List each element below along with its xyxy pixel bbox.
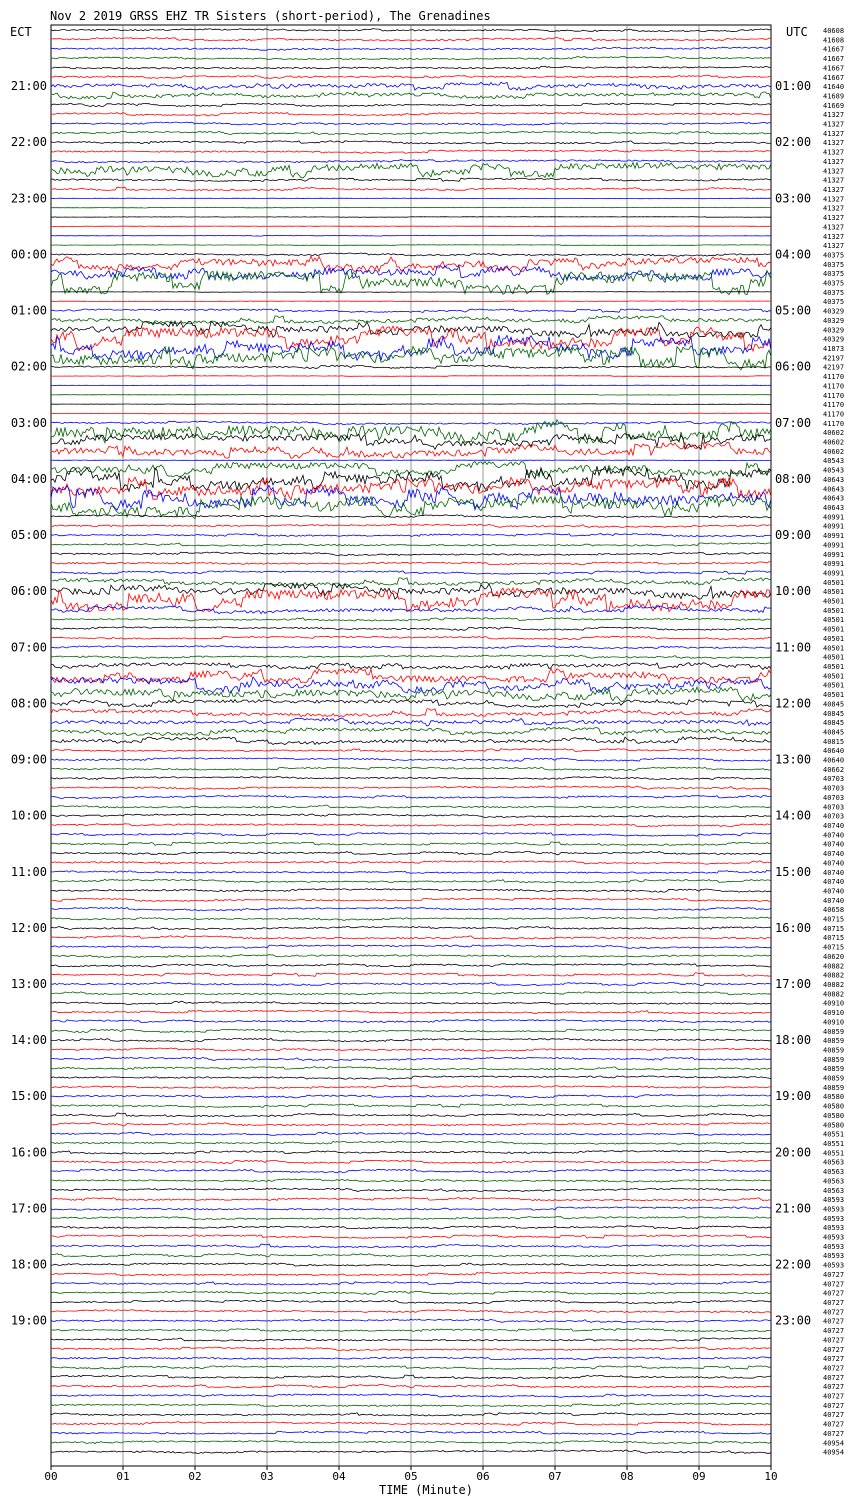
trace-scale-label: 41327 (823, 186, 845, 194)
trace-scale-label: 41327 (823, 111, 845, 120)
seismic-trace (51, 460, 771, 461)
trace-scale-label: 40727 (823, 1345, 845, 1354)
seismic-trace (51, 245, 771, 246)
trace-scale-label: 40991 (823, 513, 845, 522)
trace-scale-label: 40593 (823, 1252, 845, 1261)
ect-hour-label: 19:00 (10, 1313, 47, 1328)
trace-scale-label: 40727 (823, 1336, 845, 1345)
trace-scale-label: 40593 (823, 1261, 845, 1270)
utc-hour-label: 11:00 (775, 640, 812, 655)
ect-hour-label: 15:00 (10, 1089, 47, 1104)
x-tick-label: 10 (764, 1470, 778, 1483)
ect-hour-label: 09:00 (10, 752, 47, 767)
trace-scale-label: 40329 (823, 307, 845, 316)
trace-scale-label: 40715 (823, 924, 845, 933)
trace-scale-label: 40563 (823, 1168, 845, 1177)
trace-scale-label: 40501 (823, 625, 845, 634)
trace-scale-label: 41667 (823, 64, 845, 73)
x-tick-label: 03 (260, 1470, 274, 1483)
trace-scale-label: 40501 (823, 578, 845, 587)
x-tick-label: 02 (188, 1470, 202, 1483)
ect-hour-label: 06:00 (10, 584, 47, 599)
trace-scale-label: 40703 (823, 812, 845, 821)
seismic-trace (51, 207, 771, 208)
trace-scale-label: 40727 (823, 1383, 845, 1392)
x-axis-label: TIME (Minute) (379, 1483, 473, 1497)
utc-hour-label: 17:00 (775, 977, 812, 991)
ect-hour-label: 07:00 (10, 640, 47, 655)
trace-scale-label: 40727 (823, 1270, 845, 1279)
x-tick-label: 04 (332, 1470, 346, 1483)
trace-scale-label: 40593 (823, 1196, 845, 1205)
trace-scale-label: 40563 (823, 1158, 845, 1167)
trace-scale-label: 40329 (823, 316, 845, 325)
trace-scale-label: 41327 (823, 148, 845, 157)
utc-hour-label: 23:00 (775, 1313, 812, 1328)
trace-scale-label: 40727 (823, 1411, 845, 1420)
right-axis-label: UTC (786, 25, 808, 39)
trace-scale-label: 40727 (823, 1355, 845, 1364)
trace-scale-label: 40715 (823, 943, 845, 952)
utc-hour-label: 15:00 (775, 864, 812, 879)
trace-scale-label: 40727 (823, 1429, 845, 1438)
trace-scale-label: 40501 (823, 597, 845, 606)
left-axis-label: ECT (10, 25, 32, 39)
trace-scale-label: 40991 (823, 541, 845, 550)
trace-scale-label: 40859 (823, 1037, 845, 1046)
trace-scale-label: 41170 (823, 419, 845, 428)
trace-scale-label: 40640 (823, 756, 845, 765)
trace-scale-label: 41667 (823, 45, 845, 54)
trace-scale-label: 41669 (823, 101, 845, 110)
trace-scale-label: 40740 (823, 850, 845, 859)
ect-hour-label: 21:00 (10, 79, 47, 94)
trace-scale-label: 40882 (823, 962, 845, 971)
trace-scale-label: 40563 (823, 1177, 845, 1186)
trace-scale-label: 40727 (823, 1280, 845, 1289)
utc-hour-label: 12:00 (775, 696, 812, 711)
trace-scale-label: 40703 (823, 793, 845, 802)
trace-scale-label: 41327 (823, 157, 845, 166)
trace-scale-label: 40727 (823, 1327, 845, 1336)
trace-scale-label: 40501 (823, 606, 845, 615)
trace-scale-label: 40703 (823, 803, 845, 812)
utc-hour-label: 09:00 (775, 528, 812, 543)
trace-scale-label: 40593 (823, 1233, 845, 1242)
utc-hour-label: 19:00 (775, 1089, 812, 1104)
x-tick-label: 07 (548, 1470, 562, 1483)
trace-scale-label: 40543 (823, 457, 845, 466)
trace-scale-label: 40551 (823, 1130, 845, 1139)
trace-scale-label: 41327 (823, 223, 845, 232)
trace-scale-label: 40329 (823, 335, 845, 344)
trace-scale-label: 40602 (823, 429, 845, 438)
x-tick-label: 01 (116, 1470, 130, 1483)
trace-scale-label: 40580 (823, 1111, 845, 1120)
trace-scale-label: 40859 (823, 1027, 845, 1036)
trace-scale-label: 40845 (823, 700, 845, 709)
trace-scale-label: 40551 (823, 1140, 845, 1148)
trace-scale-label: 40727 (823, 1289, 845, 1298)
trace-scale-label: 40643 (823, 504, 845, 512)
trace-scale-label: 40740 (823, 896, 845, 905)
seismic-trace (51, 376, 771, 377)
trace-scale-label: 40910 (823, 1009, 845, 1018)
x-tick-label: 00 (44, 1470, 58, 1483)
trace-scale-label: 40727 (823, 1299, 845, 1307)
trace-scale-label: 40593 (823, 1205, 845, 1214)
trace-scale-label: 40859 (823, 1055, 845, 1064)
seismic-trace (51, 413, 771, 414)
trace-scale-label: 40593 (823, 1242, 845, 1251)
utc-hour-label: 03:00 (775, 191, 812, 206)
ect-hour-label: 00:00 (10, 247, 47, 262)
trace-scale-label: 40375 (823, 270, 845, 279)
trace-scale-label: 40845 (823, 719, 845, 728)
x-tick-label: 09 (692, 1470, 706, 1483)
ect-hour-label: 17:00 (10, 1201, 47, 1216)
trace-scale-label: 40501 (823, 691, 845, 700)
trace-scale-label: 40991 (823, 522, 845, 531)
trace-scale-label: 41327 (823, 214, 845, 223)
trace-scale-label: 40608 (823, 27, 845, 35)
trace-scale-label: 40845 (823, 709, 845, 718)
utc-hour-label: 13:00 (775, 752, 812, 767)
trace-scale-label: 40563 (823, 1186, 845, 1195)
utc-hour-label: 22:00 (775, 1257, 812, 1272)
trace-scale-label: 41640 (823, 83, 845, 92)
trace-scale-label: 40375 (823, 298, 845, 307)
trace-scale-label: 40740 (823, 840, 845, 849)
trace-scale-label: 40740 (823, 859, 845, 868)
trace-scale-label: 40859 (823, 1083, 845, 1092)
utc-hour-label: 04:00 (775, 247, 812, 262)
trace-scale-label: 40991 (823, 560, 845, 569)
trace-scale-label: 40501 (823, 588, 845, 597)
trace-scale-label: 40727 (823, 1373, 845, 1382)
trace-scale-label: 41327 (823, 129, 845, 138)
trace-scale-label: 41170 (823, 410, 845, 419)
trace-scale-label: 41327 (823, 232, 845, 241)
trace-scale-label: 40715 (823, 934, 845, 943)
trace-scale-label: 41327 (823, 139, 845, 148)
utc-hour-label: 02:00 (775, 135, 812, 150)
utc-hour-label: 16:00 (775, 920, 812, 935)
ect-hour-label: 08:00 (10, 696, 47, 711)
trace-scale-label: 41667 (823, 73, 845, 82)
trace-scale-label: 40910 (823, 1018, 845, 1027)
trace-scale-label: 40740 (823, 831, 845, 840)
trace-scale-label: 40910 (823, 999, 845, 1008)
trace-scale-label: 42197 (823, 354, 845, 363)
ect-hour-label: 23:00 (10, 191, 47, 206)
trace-scale-label: 41327 (823, 176, 845, 185)
x-tick-label: 08 (620, 1470, 634, 1483)
x-tick-label: 06 (476, 1470, 490, 1483)
ect-hour-label: 18:00 (10, 1257, 47, 1272)
ect-hour-label: 11:00 (10, 864, 47, 879)
trace-scale-label: 41327 (823, 242, 845, 251)
trace-scale-label: 40501 (823, 681, 845, 690)
trace-scale-label: 40727 (823, 1308, 845, 1317)
trace-scale-label: 40602 (823, 438, 845, 447)
ect-hour-label: 01:00 (10, 303, 47, 318)
trace-scale-label: 40954 (823, 1439, 845, 1448)
utc-hour-label: 05:00 (775, 303, 812, 318)
seismic-trace (51, 292, 771, 293)
trace-scale-label: 40501 (823, 653, 845, 662)
trace-scale-label: 40859 (823, 1065, 845, 1074)
trace-scale-label: 40643 (823, 475, 845, 484)
ect-hour-label: 16:00 (10, 1145, 47, 1160)
trace-scale-label: 40375 (823, 251, 845, 260)
trace-scale-label: 40643 (823, 494, 845, 503)
trace-scale-label: 40740 (823, 822, 845, 830)
utc-hour-label: 21:00 (775, 1201, 812, 1216)
trace-scale-label: 40375 (823, 260, 845, 269)
trace-scale-label: 40991 (823, 532, 845, 541)
utc-hour-label: 14:00 (775, 808, 812, 823)
trace-scale-label: 40815 (823, 737, 845, 746)
trace-scale-label: 40727 (823, 1420, 845, 1429)
trace-scale-label: 40593 (823, 1224, 845, 1233)
trace-scale-label: 41608 (823, 36, 845, 45)
trace-scale-label: 40859 (823, 1046, 845, 1055)
trace-scale-label: 40882 (823, 981, 845, 989)
ect-hour-label: 02:00 (10, 359, 47, 374)
trace-scale-label: 40375 (823, 288, 845, 297)
trace-scale-label: 40703 (823, 775, 845, 784)
trace-scale-label: 40501 (823, 663, 845, 671)
trace-scale-label: 40882 (823, 971, 845, 980)
ect-hour-label: 05:00 (10, 528, 47, 543)
trace-scale-label: 41327 (823, 167, 845, 176)
trace-scale-label: 40727 (823, 1317, 845, 1326)
trace-scale-label: 40727 (823, 1401, 845, 1410)
utc-hour-label: 06:00 (775, 359, 812, 374)
trace-scale-label: 41170 (823, 401, 845, 410)
trace-scale-label: 41873 (823, 345, 845, 353)
trace-scale-label: 40640 (823, 747, 845, 756)
trace-scale-label: 41170 (823, 382, 845, 391)
trace-scale-label: 40329 (823, 326, 845, 335)
trace-scale-label: 40551 (823, 1149, 845, 1158)
trace-scale-label: 40703 (823, 784, 845, 793)
trace-scale-label: 41667 (823, 55, 845, 64)
trace-scale-label: 40740 (823, 887, 845, 896)
trace-scale-label: 41170 (823, 373, 845, 382)
ect-hour-label: 14:00 (10, 1033, 47, 1048)
utc-hour-label: 01:00 (775, 79, 812, 94)
trace-scale-label: 41689 (823, 92, 845, 101)
trace-scale-label: 40845 (823, 728, 845, 737)
utc-hour-label: 08:00 (775, 471, 812, 486)
utc-hour-label: 07:00 (775, 415, 812, 430)
ect-hour-label: 10:00 (10, 808, 47, 823)
trace-scale-label: 40580 (823, 1121, 845, 1130)
trace-scale-label: 40954 (823, 1448, 845, 1457)
ect-hour-label: 13:00 (10, 977, 47, 991)
trace-scale-label: 40501 (823, 616, 845, 625)
trace-scale-label: 40727 (823, 1364, 845, 1373)
trace-scale-label: 40543 (823, 466, 845, 475)
trace-scale-label: 41327 (823, 195, 845, 204)
x-tick-label: 05 (404, 1470, 418, 1483)
trace-scale-label: 40580 (823, 1102, 845, 1111)
chart-title: Nov 2 2019 GRSS EHZ TR Sisters (short-period), The Grenadines (50, 9, 491, 23)
trace-scale-label: 40740 (823, 868, 845, 877)
trace-scale-label: 40580 (823, 1093, 845, 1102)
ect-hour-label: 12:00 (10, 920, 47, 935)
trace-scale-label: 40859 (823, 1074, 845, 1083)
utc-hour-label: 20:00 (775, 1145, 812, 1160)
trace-scale-label: 40740 (823, 878, 845, 887)
trace-scale-label: 40658 (823, 906, 845, 915)
trace-scale-label: 40593 (823, 1214, 845, 1223)
trace-scale-label: 40375 (823, 279, 845, 288)
ect-hour-label: 22:00 (10, 135, 47, 150)
trace-scale-label: 40991 (823, 550, 845, 559)
trace-scale-label: 40643 (823, 485, 845, 494)
trace-scale-label: 40727 (823, 1392, 845, 1401)
trace-scale-label: 40602 (823, 447, 845, 456)
seismic-trace (51, 385, 771, 386)
trace-scale-label: 42197 (823, 363, 845, 372)
utc-hour-label: 10:00 (775, 584, 812, 599)
trace-scale-label: 40991 (823, 569, 845, 578)
trace-scale-label: 40501 (823, 634, 845, 643)
ect-hour-label: 03:00 (10, 415, 47, 430)
ect-hour-label: 04:00 (10, 471, 47, 486)
trace-scale-label: 41170 (823, 391, 845, 400)
trace-scale-label: 40882 (823, 990, 845, 999)
trace-scale-label: 40620 (823, 952, 845, 961)
trace-scale-label: 40662 (823, 765, 845, 774)
seismic-trace (51, 217, 771, 218)
trace-scale-label: 40501 (823, 644, 845, 653)
utc-hour-label: 18:00 (775, 1033, 812, 1048)
trace-scale-label: 40715 (823, 915, 845, 924)
trace-scale-label: 41327 (823, 120, 845, 129)
trace-scale-label: 41327 (823, 204, 845, 213)
trace-scale-label: 40501 (823, 672, 845, 681)
